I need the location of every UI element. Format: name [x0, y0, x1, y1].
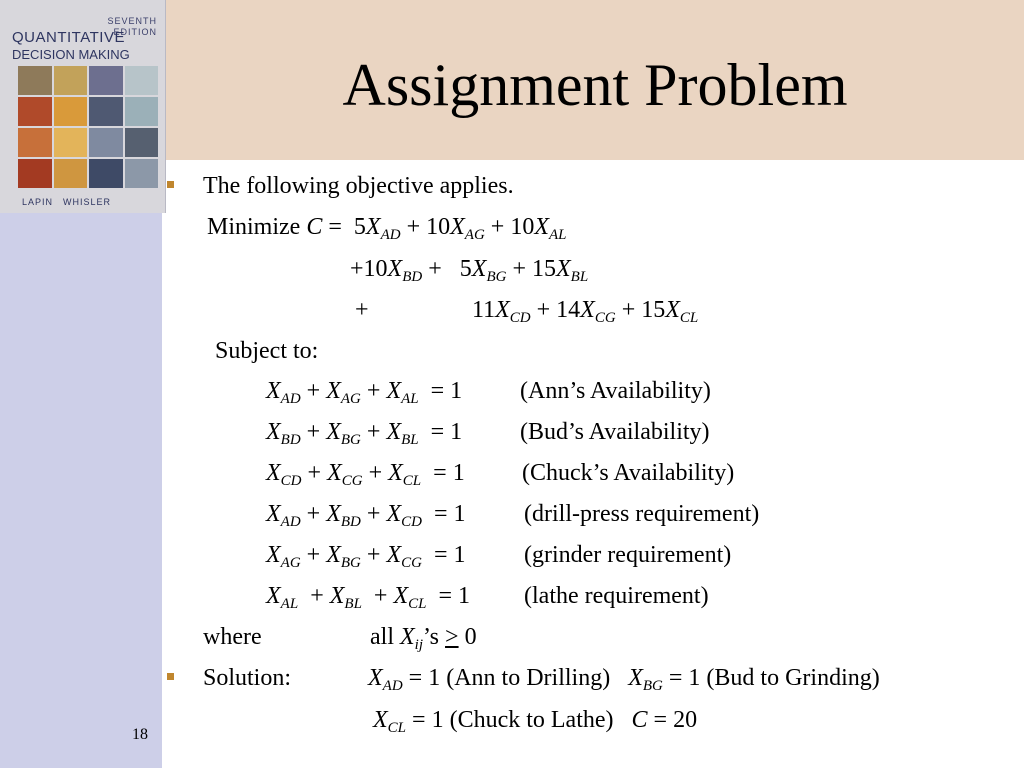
- objective-line-3: $11X_{CD} + 14X_{CG} + 15X_{CL}$: [472, 297, 699, 326]
- constraint-2: $X_{BD} + X_{BG} + X_{BL} = 1$: [266, 419, 463, 448]
- solution-label: Solution:: [203, 665, 292, 691]
- subject-to-label: Subject to:: [215, 338, 319, 364]
- constraint-3-label: (Chuck’s Availability): [522, 460, 735, 486]
- book-title-line1: QUANTITATIVE: [12, 29, 125, 46]
- constraint-3: $X_{CD} + X_{CG} + X_{CL} = 1$: [266, 460, 465, 489]
- constraint-5: $X_{AG} + X_{BG} + X_{CG} = 1$: [266, 542, 466, 571]
- where-label: where: [203, 624, 262, 650]
- objective-line-1: Minimize $C = 5X_{AD} + 10X_{AG} + 10X_{AL}$: [207, 214, 567, 243]
- slide-title: Assignment Problem: [342, 52, 848, 118]
- page-number: 18: [132, 726, 148, 743]
- objective-line-3-plus: +: [355, 297, 369, 323]
- book-author-2: WHISLER: [63, 197, 112, 207]
- bullet-square-1: [167, 181, 174, 188]
- constraint-6-label: (lathe requirement): [524, 583, 709, 609]
- all-label: all: [370, 624, 394, 650]
- solution-1-text: (Ann to Drilling): [446, 665, 611, 691]
- constraint-1-label: (Ann’s Availability): [520, 378, 711, 404]
- objective-line-2: $+10X_{BD} + 5X_{BG} + 15X_{BL}$: [350, 256, 589, 285]
- left-band: [0, 160, 162, 768]
- solution-3-text: (Chuck to Lathe): [449, 707, 614, 733]
- book-cover-image: [0, 0, 166, 213]
- minimize-label: Minimize: [207, 214, 301, 240]
- bullet-square-2: [167, 673, 174, 680]
- constraint-2-label: (Bud’s Availability): [520, 419, 710, 445]
- constraint-1: $X_{AD} + X_{AG} + X_{AL} = 1$: [266, 378, 463, 407]
- book-edition: SEVENTH EDITION: [107, 16, 157, 37]
- bullet-objective-text: The following objective applies.: [203, 173, 514, 199]
- constraint-4-label: (drill-press requirement): [524, 501, 760, 527]
- nonnegativity-condition: all $X_{ij}’s > 0$: [370, 624, 477, 653]
- book-photo-mosaic: [18, 66, 158, 188]
- solution-line-2: $X_{CL} = 1$ (Chuck to Lathe) C = 20: [373, 707, 698, 736]
- book-author-1: LAPIN: [22, 197, 54, 207]
- book-authors: [22, 197, 152, 207]
- constraint-6: $X_{AL} + X_{BL} + X_{CL} = 1$: [266, 583, 471, 612]
- book-title-line2: DECISION MAKING: [12, 47, 130, 62]
- solution-2-text: (Bud to Grinding): [706, 665, 880, 691]
- constraint-4: $X_{AD} + X_{BD} + X_{CD} = 1$: [266, 501, 466, 530]
- constraint-5-label: (grinder requirement): [524, 542, 732, 568]
- solution-line-1: $X_{AD} = 1$ (Ann to Drilling) $X_{BG} = 1$ (Bud to Grinding): [368, 665, 880, 694]
